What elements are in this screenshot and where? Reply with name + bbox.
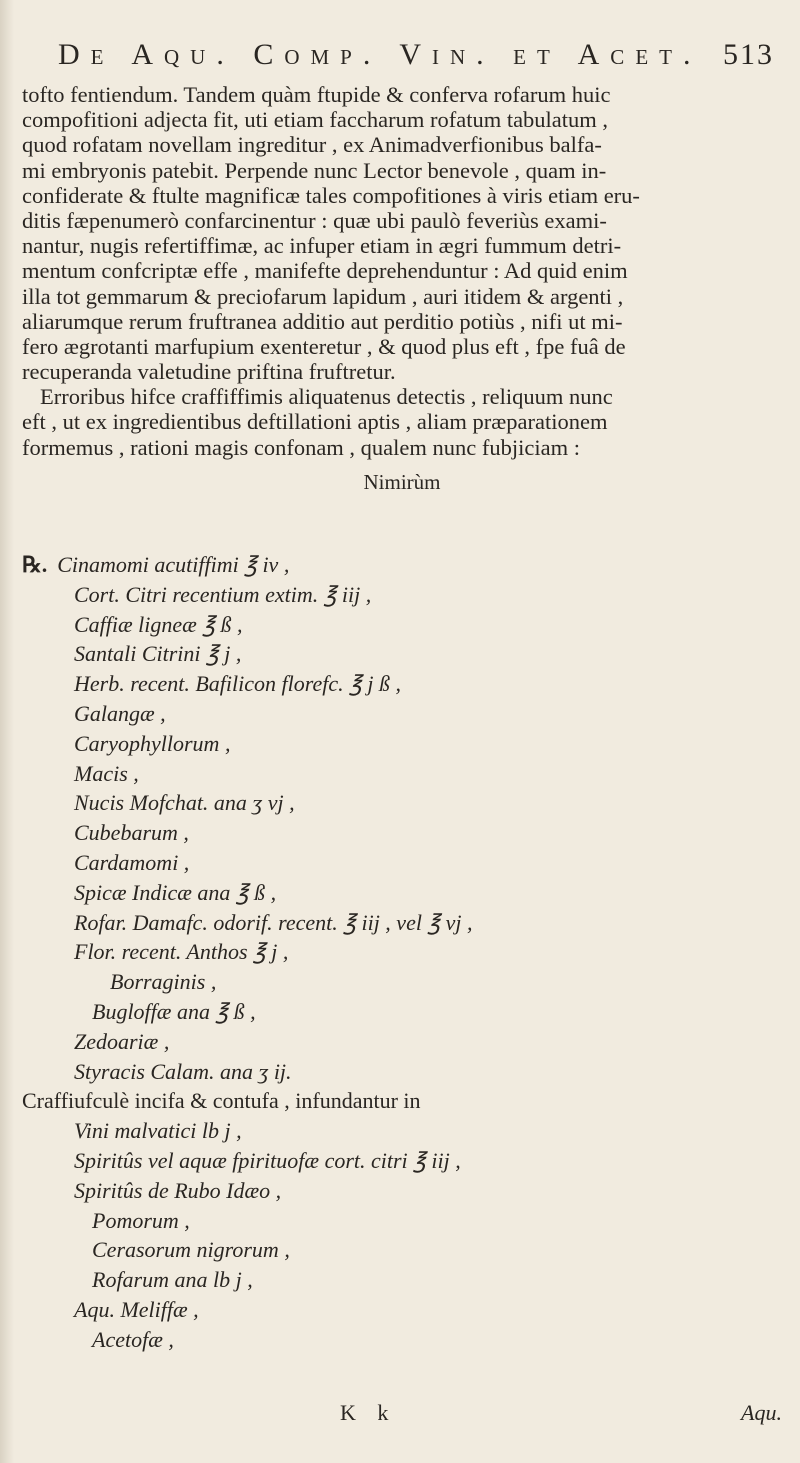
recipe-item: Macis , — [74, 760, 139, 786]
text-line: mi embryonis patebit. Perpende nunc Lector benevole , quam in- — [22, 157, 607, 183]
recipe-item: Caffiæ ligneæ ℥ ß , — [74, 611, 243, 637]
text-line: quod rofatam novellam ingreditur , ex Animadverfionibus balfa- — [22, 132, 602, 158]
catchword: Aqu. — [741, 1400, 782, 1425]
recipe-item: Cardamomi , — [74, 849, 190, 875]
recipe-item: Styracis Calam. ana ʒ ij. — [74, 1058, 292, 1084]
recipe-item: Nucis Mofchat. ana ʒ vj , — [74, 790, 295, 816]
recipe-item: Zedoariæ , — [74, 1028, 170, 1054]
recipe-item: Flor. recent. Anthos ℥ j , — [74, 939, 289, 965]
nimirum-heading: Nimirùm — [363, 469, 441, 494]
text-line: compofitioni adjecta fit, uti etiam faccharum rofatum tabulatum , — [22, 107, 609, 133]
text-line: tofto fentiendum. Tandem quàm ftupide & conferva rofarum huic — [22, 82, 611, 107]
recipe-item: Cerasorum nigrorum , — [92, 1237, 290, 1263]
recipe-list — [22, 550, 782, 1355]
signature-mark: K k — [340, 1400, 397, 1425]
text-line: illa tot gemmarum & preciofarum lapidum , auri itidem & argenti , — [22, 283, 624, 309]
text-line: nantur, nugis refertiffimæ, ac infuper etiam in ægri fummum detri- — [22, 233, 622, 259]
recipe-item: Spicæ Indicæ ana ℥ ß , — [74, 879, 277, 905]
recipe-item: Acetofæ , — [92, 1326, 174, 1352]
page-gutter — [0, 0, 14, 1463]
text-line: mentum confcriptæ effe , manifefte deprehenduntur : Ad quid enim — [22, 258, 628, 284]
recipe-item: Rofar. Damafc. odorif. recent. ℥ iij , vel ℥ vj , — [74, 909, 473, 935]
text-line: ditis fæpenumerò confarcinentur : quæ ubi paulò feveriùs exami- — [22, 207, 607, 233]
recipe-symbol: ℞. — [22, 552, 48, 577]
text-line: aliarumque rerum fruftranea additio aut perditio potiùs , nifi ut mi- — [22, 308, 623, 334]
text-line: fero ægrotanti marfupium exenteretur , & quod plus eft , fpe fuâ de — [22, 333, 626, 359]
text-line: eft , ut ex ingredientibus deftillationi aptis , aliam præparationem — [22, 409, 608, 435]
running-title: De Aqu. Comp. Vin. et Acet. — [58, 38, 702, 71]
recipe-item: Aqu. Meliffæ , — [74, 1296, 199, 1322]
page-number: 513 — [723, 38, 774, 71]
text-line: confiderate & ftulte magnificæ tales compofitiones à viris etiam eru- — [22, 182, 640, 208]
running-header — [58, 38, 774, 78]
recipe-item: Vini malvatici lb j , — [74, 1118, 242, 1144]
text-line: recuperanda valetudine priftina fruftretur. — [22, 359, 396, 385]
text-line: Erroribus hifce craffiffimis aliquatenus detectis , reliquum nunc — [40, 384, 613, 410]
page-footer — [22, 1400, 782, 1430]
recipe-item: Cinamomi acutiffimi ℥ iv , — [57, 552, 290, 577]
recipe-item: Santali Citrini ℥ j , — [74, 641, 242, 667]
main-text — [22, 82, 782, 495]
recipe-item: Spiritûs vel aquæ fpirituofæ cort. citri ℥ iij , — [74, 1147, 461, 1173]
recipe-item: Spiritûs de Rubo Idæo , — [74, 1177, 282, 1203]
recipe-item: Cort. Citri recentium extim. ℥ iij , — [74, 581, 372, 607]
recipe-item: Caryophyllorum , — [74, 730, 231, 756]
recipe-instruction: Craffiufculè incifa & contufa , infundantur in — [22, 1088, 421, 1114]
recipe-item: Borraginis , — [110, 969, 217, 995]
recipe-item: Cubebarum , — [74, 820, 189, 846]
recipe-item: Pomorum , — [92, 1207, 190, 1233]
recipe-item: Galangæ , — [74, 700, 166, 726]
text-line: formemus , rationi magis confonam , qualem nunc fubjiciam : — [22, 434, 580, 460]
recipe-item: Rofarum ana lb j , — [92, 1267, 253, 1293]
recipe-item: Bugloffæ ana ℥ ß , — [92, 998, 256, 1024]
recipe-item: Herb. recent. Bafilicon florefc. ℥ j ß , — [74, 671, 401, 697]
